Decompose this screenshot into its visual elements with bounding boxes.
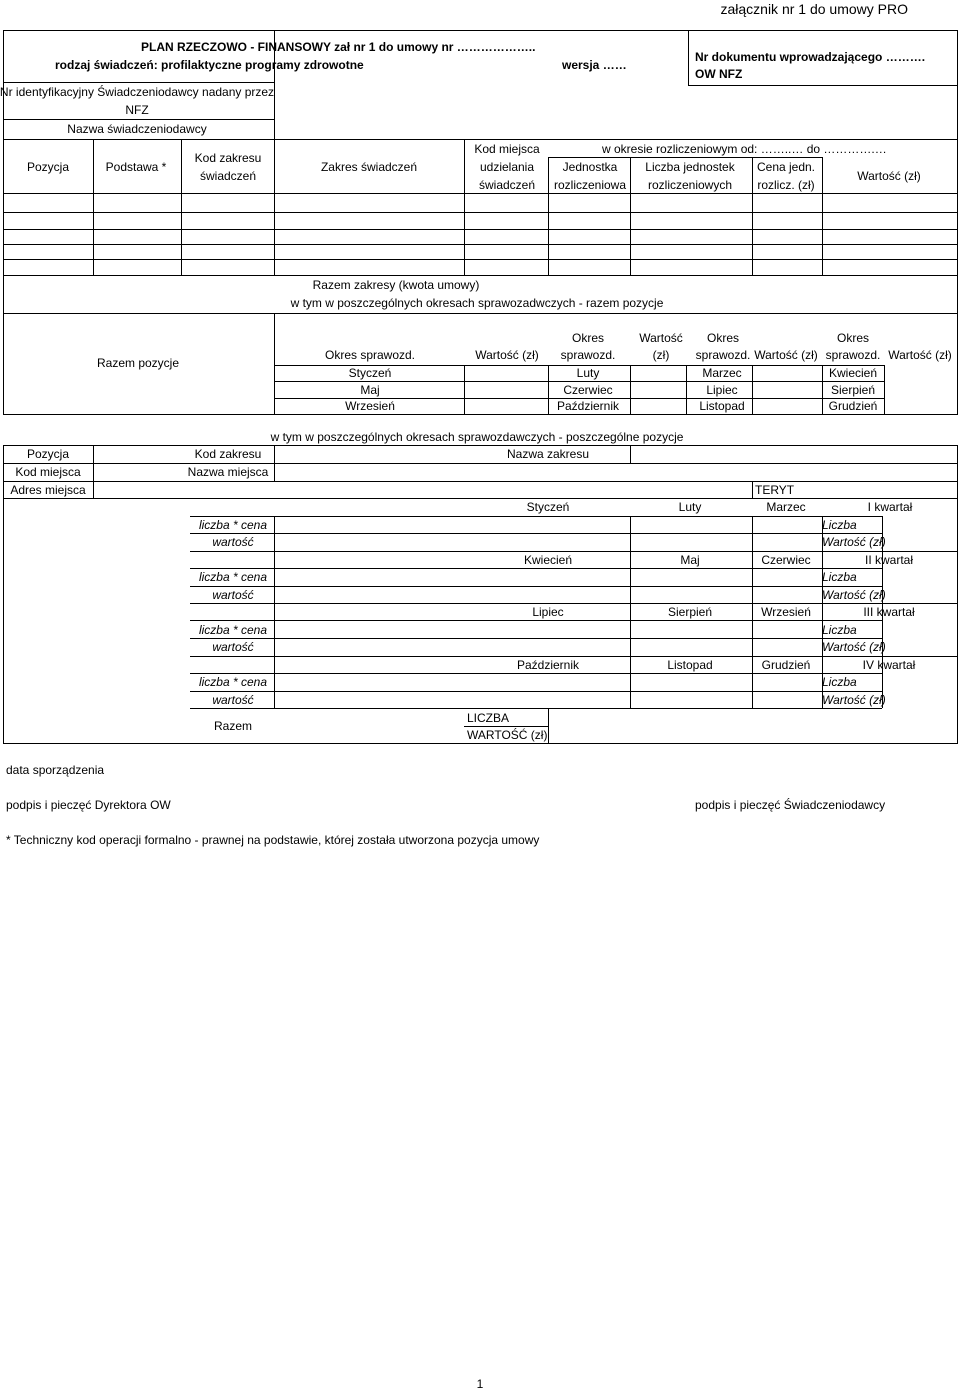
sprawozd-2: sprawozd. [560,348,616,362]
month-lipiec: Lipiec [706,383,738,397]
q1-wartosc: wartość [212,535,254,549]
col-pozycja: Pozycja [26,160,70,174]
q2-liczba-cena: liczba * cena [198,570,268,584]
month-czerwiec: Czerwiec [563,383,613,397]
q2-liczba: Liczba [822,570,857,584]
month-pazdziernik: Październik [556,399,620,413]
director-signature-label: podpis i pieczęć Dyrektora OW [6,798,171,812]
version: wersja …… [562,58,627,72]
q1-styczen: Styczeń [526,500,570,514]
q2-wartosc-zl: Wartość (zł) [822,588,886,602]
settlement-period: w okresie rozliczeniowym od: ……..… do ………….… [602,142,887,156]
det-nazwa-miejsca: Nazwa miejsca [187,465,269,479]
q4-kwartal: IV kwartał [862,658,916,672]
det-razem: Razem [213,719,253,733]
q4-pazdziernik: Październik [516,658,580,672]
col-kod-miejsca-3: świadczeń [478,178,536,192]
q3-liczba-cena: liczba * cena [198,623,268,637]
q4-liczba-cena: liczba * cena [198,675,268,689]
q3-wartosc-zl: Wartość (zł) [822,640,886,654]
col-kod-zakresu-2: świadczeń [199,169,257,183]
wartosc-zl-1: Wartość (zł) [475,348,539,362]
q2-kwartal: II kwartał [864,553,914,567]
det-kod-zakresu: Kod zakresu [194,447,262,461]
wartosc-zl-4: Wartość (zł) [888,348,952,362]
col-kod-miejsca-1: Kod miejsca [474,142,540,156]
q1-liczba-cena: liczba * cena [198,518,268,532]
q3-kwartal: III kwartał [863,605,915,619]
month-marzec: Marzec [702,366,742,380]
ow-nfz: OW NFZ [695,67,743,81]
month-kwiecien: Kwiecień [828,366,878,380]
month-grudzien: Grudzień [828,399,878,413]
provider-signature-label: podpis i pieczęć Świadczeniodawcy [695,798,886,812]
det-kod-miejsca: Kod miejsca [15,465,81,479]
q4-liczba: Liczba [822,675,857,689]
attachment-label: załącznik nr 1 do umowy PRO [720,1,908,17]
w-tym-razem: w tym w poszczególnych okresach sprawozadwczych - razem pozycje [290,296,664,310]
provider-name-label: Nazwa świadczeniodawcy [67,122,207,136]
plan-title: PLAN RZECZOWO - FINANSOWY zał nr 1 do umowy nr ……………….. [141,40,536,54]
q4-grudzien: Grudzień [761,658,811,672]
okres-2: Okres [571,331,605,345]
q3-sierpien: Sierpień [667,605,713,619]
month-luty: Luty [576,366,600,380]
q1-luty: Luty [678,500,702,514]
q4-wartosc-zl: Wartość (zł) [822,693,886,707]
okres-sprawozd-1: Okres sprawozd. [324,348,416,362]
razem-pozycje: Razem pozycje [96,356,180,370]
sprawozd-4: sprawozd. [825,348,881,362]
det-wartosc-caps: WARTOŚĆ (zł) [467,728,548,742]
month-wrzesien: Wrzesień [345,399,395,413]
col-liczba-2: rozliczeniowych [647,178,733,192]
month-sierpien: Sierpień [830,383,876,397]
q2-czerwiec: Czerwiec [761,553,811,567]
q3-lipiec: Lipiec [532,605,564,619]
doc-number: Nr dokumentu wprowadzającego ………. [695,50,926,64]
col-jednostka-2: rozliczeniowa [553,178,627,192]
sprawozd-3: sprawozd. [695,348,751,362]
okres-4: Okres [836,331,870,345]
col-kod-miejsca-2: udzielania [479,160,535,174]
service-type: rodzaj świadczeń: profilaktyczne programy zdrowotne [55,58,364,72]
q1-kwartal: I kwartał [867,500,913,514]
zl-2: (zł) [652,348,670,362]
wartosc-zl-3: Wartość (zł) [754,348,818,362]
okres-3: Okres [706,331,740,345]
q1-marzec: Marzec [766,500,806,514]
month-styczen: Styczeń [348,366,392,380]
det-pozycja: Pozycja [26,447,70,461]
q2-maj: Maj [680,553,700,567]
col-cena-2: rozlicz. (zł) [757,178,815,192]
footnote: * Techniczny kod operacji formalno - prawnej na podstawie, której została utworzona pozycja umowy [6,833,540,847]
q2-kwiecien: Kwiecień [523,553,573,567]
q3-liczba: Liczba [822,623,857,637]
col-wartosc: Wartość (zł) [857,169,921,183]
w-tym-poszczegolne: w tym w poszczególnych okresach sprawozdawczych - poszczególne pozycje [270,430,684,444]
month-maj: Maj [360,383,380,397]
det-teryt: TERYT [755,483,795,497]
razem-zakresy: Razem zakresy (kwota umowy) [312,278,480,292]
col-cena-1: Cena jedn. [756,160,816,174]
q4-wartosc: wartość [212,693,254,707]
date-label: data sporządzenia [6,763,105,777]
col-kod-zakresu-1: Kod zakresu [194,151,262,165]
month-listopad: Listopad [699,399,745,413]
q4-listopad: Listopad [667,658,713,672]
q1-wartosc-zl: Wartość (zł) [822,535,886,549]
q1-liczba: Liczba [822,518,857,532]
det-liczba-caps: LICZBA [467,711,510,725]
det-adres-miejsca: Adres miejsca [10,483,86,497]
col-podstawa: Podstawa * [105,160,167,174]
provider-id-label: Nr identyfikacyjny Świadczeniodawcy nadany przez [0,85,275,99]
q3-wrzesien: Wrzesień [761,605,811,619]
q3-wartosc: wartość [212,640,254,654]
wartosc-2: Wartość [639,331,683,345]
page-number: 1 [476,1377,484,1391]
provider-id-nfz: NFZ [125,103,149,117]
col-zakres: Zakres świadczeń [320,160,418,174]
det-nazwa-zakresu: Nazwa zakresu [506,447,590,461]
col-jednostka-1: Jednostka [562,160,618,174]
col-liczba-1: Liczba jednostek [645,160,735,174]
q2-wartosc: wartość [212,588,254,602]
